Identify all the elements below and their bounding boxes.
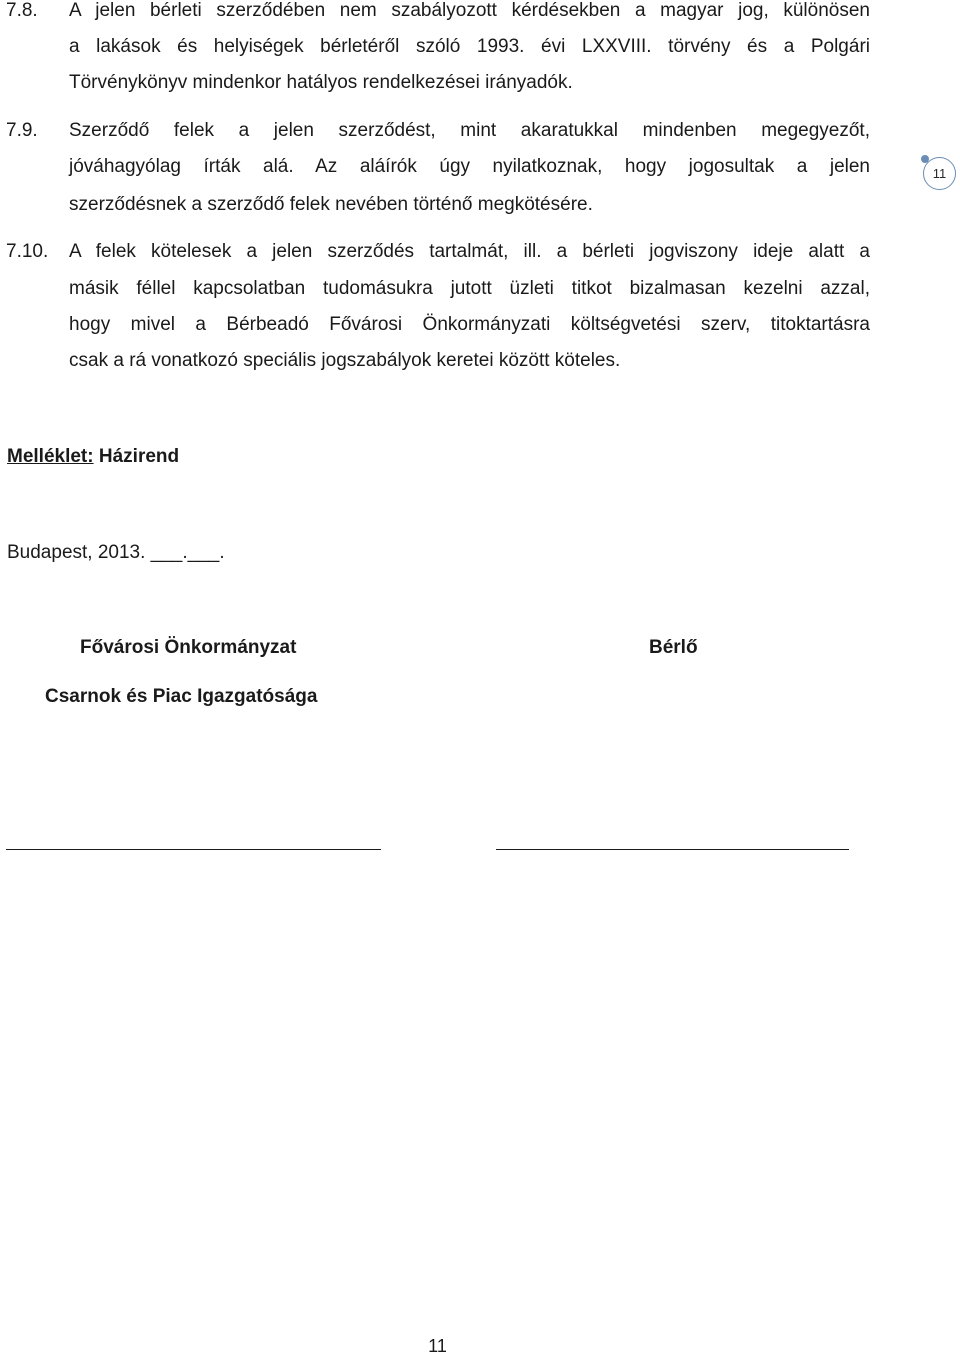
- paragraph-line: jóváhagyólag írták alá. Az aláírók úgy nyilatkoznak, hogy jogosultak a jelen: [69, 156, 870, 177]
- section-number: 7.8.: [6, 0, 38, 21]
- paragraph-line: A jelen bérleti szerződében nem szabályozott kérdésekben a magyar jog, különösen: [69, 0, 870, 21]
- paragraph-line: hogy mivel a Bérbeadó Fővárosi Önkormányzati költségvetési szerv, titoktartásra: [69, 314, 870, 335]
- section-number: 7.9.: [6, 120, 38, 141]
- paragraph-line: szerződésnek a szerződő felek nevében történő megkötésére.: [69, 194, 593, 215]
- signatory-left-line1: Fővárosi Önkormányzat: [80, 637, 297, 658]
- paragraph-line: másik féllel kapcsolatban tudomásukra jutott üzleti titkot bizalmasan kezelni azzal,: [69, 278, 870, 299]
- annex-label: Melléklet:: [7, 446, 94, 467]
- signature-line-right: [496, 849, 849, 850]
- paragraph-line: a lakások és helyiségek bérletéről szóló 1993. évi LXXVIII. törvény és a Polgári: [69, 36, 870, 57]
- annex-title: Házirend: [98, 446, 180, 467]
- signatory-left-line2: Csarnok és Piac Igazgatósága: [45, 686, 318, 707]
- paragraph-line: A felek kötelesek a jelen szerződés tartalmát, ill. a bérleti jogviszony ideje alatt a: [69, 241, 870, 262]
- page-badge: 11: [932, 166, 947, 181]
- signature-line-left: [6, 849, 381, 850]
- paragraph-line: Törvénykönyv mindenkor hatályos rendelkezései irányadók.: [69, 72, 573, 93]
- signatory-right: Bérlő: [649, 637, 698, 658]
- paragraph-line: csak a rá vonatkozó speciális jogszabályok keretei között köteles.: [69, 350, 621, 371]
- section-number: 7.10.: [6, 241, 49, 262]
- page-number: 11: [428, 1336, 447, 1356]
- annex-heading: [7, 446, 179, 468]
- paragraph-line: Szerződő felek a jelen szerződést, mint akaratukkal mindenben megegyezőt,: [69, 120, 870, 141]
- place-date: Budapest, 2013. ___.___.: [7, 542, 225, 563]
